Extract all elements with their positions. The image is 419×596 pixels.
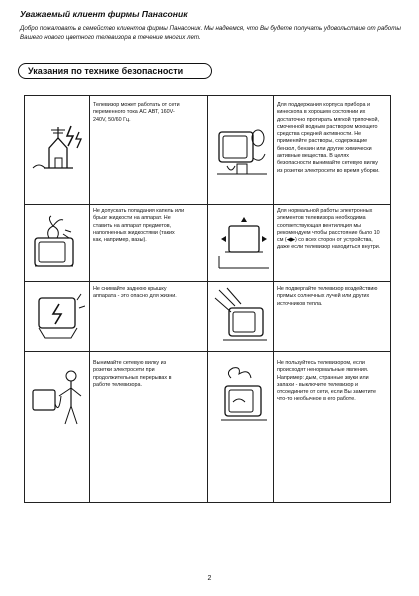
tv-smoke-icon bbox=[215, 364, 271, 428]
safety-text-cleaning: Для поддержания корпуса прибора и кинескопа в хорошем состоянии их достаточно протирать мягкой тряпочкой, смоченной водным раствором моющего средства средней активности. Не применяйте растворы, содержащие бензол, бензин или другие химически активные вещества. В целях безопасности вынимайте сетевую вилку из розетки электросети во время уборки. bbox=[277, 102, 380, 174]
tv-cleaning-icon bbox=[213, 118, 271, 180]
safety-text-unplug: Вынимайте сетевую вилку из розетки электросети при продолжительных перерывах в работе телевизора. bbox=[93, 360, 172, 388]
page-number: 2 bbox=[207, 575, 212, 582]
safety-text-ventilation: Для нормальной работы электронных элементов телевизора необходима соответствующая вентиляция мы рекомендуем чтобы расстояние было 10 см (◀▶) со всех сторон от устройства, даже если телевизор находиться внутри. bbox=[277, 208, 381, 251]
section-title: Указания по технике безопасности bbox=[18, 63, 212, 79]
safety-text-power: Телевизор может работать от сети переменного тока АС АВТ, 160V-240V, 50/60 Гц. bbox=[93, 102, 180, 123]
tv-ventilation-icon bbox=[215, 212, 271, 272]
safety-grid bbox=[24, 95, 391, 503]
antenna-house-lightning-icon bbox=[27, 124, 87, 180]
tv-sunlight-icon bbox=[213, 286, 271, 348]
greeting-text: Добро пожаловать в семейство клиентов фирмы Панасоник. Мы надеемся, что Вы будете получать удовольствие от работы Вашего нового цветного телевизора в течение многих лет. bbox=[20, 25, 401, 41]
person-unplugging-icon bbox=[29, 368, 87, 434]
safety-text-back-cover: Не снимайте заднюю крышку аппарата - это опасно для жизни. bbox=[93, 286, 177, 300]
safety-text-sunlight: Не подвергайте телевизор воздействию прямых солнечных лучей или других источников тепла. bbox=[277, 286, 378, 307]
back-cover-shock-icon bbox=[31, 290, 85, 346]
safety-text-abnormal: Не пользуйтесь телевизором, если происходят ненормальные явления. Например: дым, странные звуки или запахи - выключите телевизор и отсоедините от сети, если Вы заметите что-то необычное в его работе. bbox=[277, 360, 377, 403]
vase-on-tv-icon bbox=[29, 214, 85, 276]
greeting-title: Уважаемый клиент фирмы Панасоник bbox=[20, 9, 188, 19]
safety-text-liquids: Не допускать попадания капель или брызг жидкости на аппарат. Не ставить на аппарат предметов, наполненных жидкостями (таких как, например, вазы). bbox=[93, 208, 185, 244]
